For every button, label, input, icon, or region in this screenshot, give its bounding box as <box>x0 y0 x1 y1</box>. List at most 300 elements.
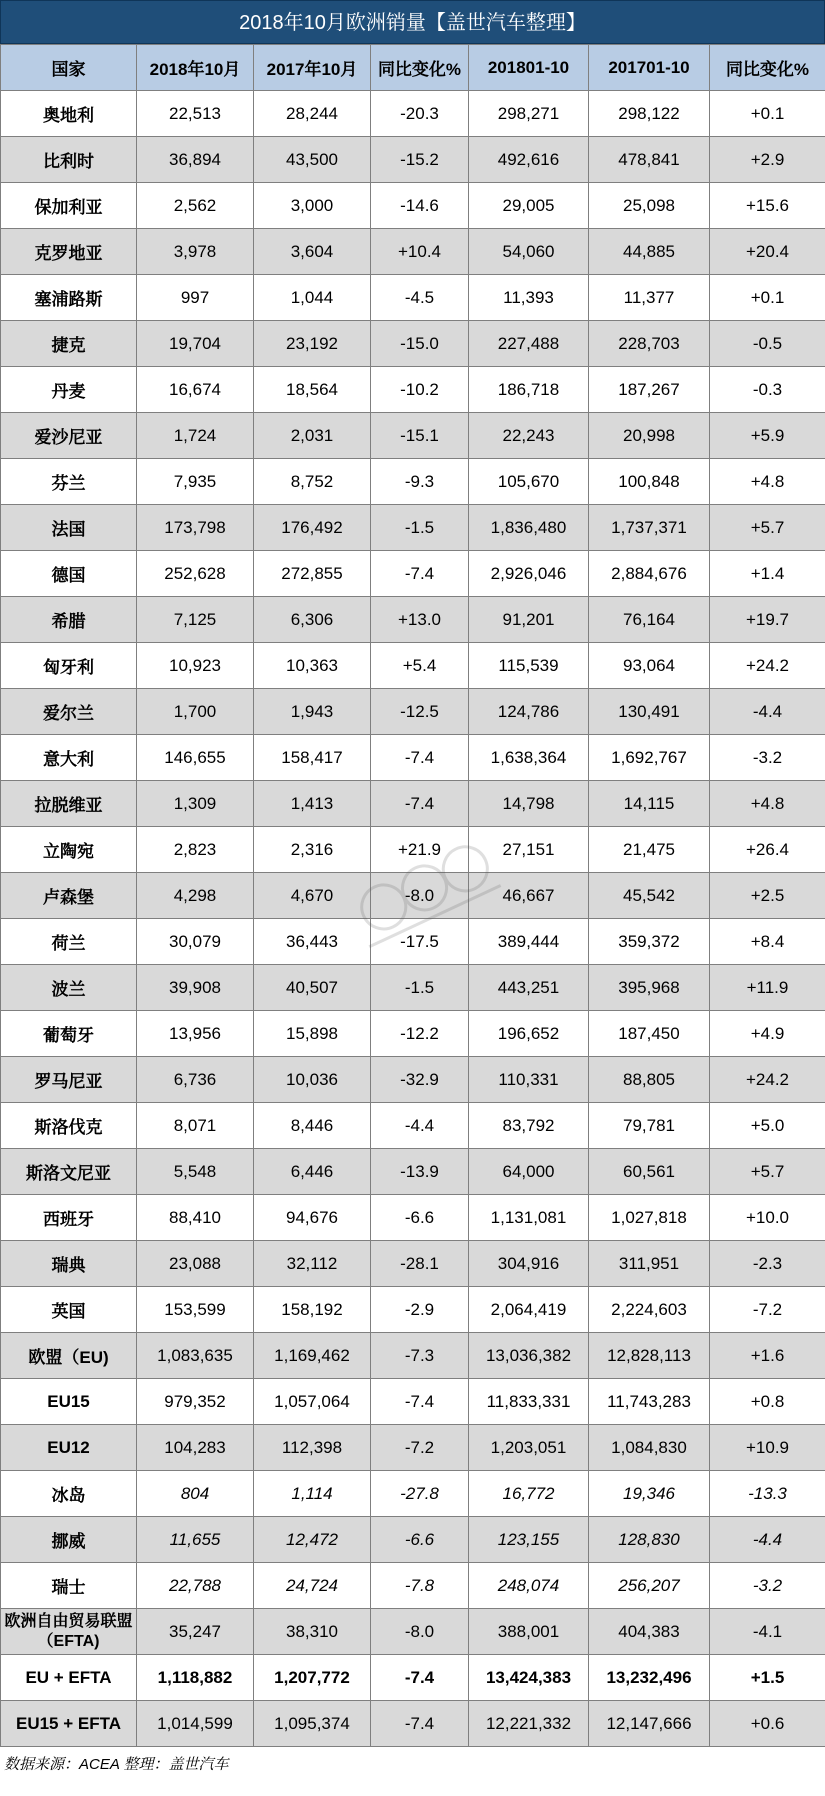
value-cell: 22,788 <box>137 1563 254 1609</box>
value-cell: 227,488 <box>469 321 589 367</box>
value-cell: +20.4 <box>710 229 825 275</box>
value-cell: 128,830 <box>589 1517 710 1563</box>
country-cell: 立陶宛 <box>1 827 137 873</box>
country-cell: 希腊 <box>1 597 137 643</box>
value-cell: 13,424,383 <box>469 1655 589 1701</box>
country-cell: 拉脱维亚 <box>1 781 137 827</box>
country-cell: 罗马尼亚 <box>1 1057 137 1103</box>
value-cell: +21.9 <box>371 827 469 873</box>
country-cell: 爱尔兰 <box>1 689 137 735</box>
table-row <box>1 275 825 321</box>
country-cell: EU15 + EFTA <box>1 1701 137 1747</box>
value-cell: 1,203,051 <box>469 1425 589 1471</box>
value-cell: 2,064,419 <box>469 1287 589 1333</box>
value-cell: 2,926,046 <box>469 551 589 597</box>
value-cell: +0.1 <box>710 275 825 321</box>
value-cell: 187,450 <box>589 1011 710 1057</box>
value-cell: 88,410 <box>137 1195 254 1241</box>
value-cell: -7.3 <box>371 1333 469 1379</box>
value-cell: +11.9 <box>710 965 825 1011</box>
value-cell: 13,232,496 <box>589 1655 710 1701</box>
value-cell: 1,027,818 <box>589 1195 710 1241</box>
value-cell: -4.4 <box>710 1517 825 1563</box>
value-cell: -32.9 <box>371 1057 469 1103</box>
value-cell: 24,724 <box>254 1563 371 1609</box>
value-cell: 186,718 <box>469 367 589 413</box>
country-cell: 波兰 <box>1 965 137 1011</box>
value-cell: 2,316 <box>254 827 371 873</box>
value-cell: 11,655 <box>137 1517 254 1563</box>
country-cell: EU15 <box>1 1379 137 1425</box>
value-cell: +19.7 <box>710 597 825 643</box>
header-row <box>1 45 825 91</box>
column-header: 2018年10月 <box>137 45 254 91</box>
value-cell: -0.3 <box>710 367 825 413</box>
value-cell: 104,283 <box>137 1425 254 1471</box>
value-cell: -7.4 <box>371 781 469 827</box>
country-cell: 瑞士 <box>1 1563 137 1609</box>
value-cell: 46,667 <box>469 873 589 919</box>
value-cell: 23,192 <box>254 321 371 367</box>
value-cell: -12.2 <box>371 1011 469 1057</box>
value-cell: 1,083,635 <box>137 1333 254 1379</box>
table-body <box>1 91 825 1747</box>
value-cell: -15.2 <box>371 137 469 183</box>
country-cell: 芬兰 <box>1 459 137 505</box>
table-row <box>1 965 825 1011</box>
value-cell: 43,500 <box>254 137 371 183</box>
value-cell: 1,737,371 <box>589 505 710 551</box>
value-cell: 105,670 <box>469 459 589 505</box>
value-cell: 32,112 <box>254 1241 371 1287</box>
value-cell: +5.7 <box>710 1149 825 1195</box>
value-cell: 8,446 <box>254 1103 371 1149</box>
value-cell: 2,031 <box>254 413 371 459</box>
table-row <box>1 1057 825 1103</box>
table-row <box>1 183 825 229</box>
table-row <box>1 1333 825 1379</box>
value-cell: 19,346 <box>589 1471 710 1517</box>
value-cell: 1,724 <box>137 413 254 459</box>
value-cell: -17.5 <box>371 919 469 965</box>
country-cell: 欧洲自由贸易联盟（EFTA) <box>1 1609 137 1655</box>
value-cell: 4,298 <box>137 873 254 919</box>
value-cell: 64,000 <box>469 1149 589 1195</box>
value-cell: -7.2 <box>710 1287 825 1333</box>
value-cell: 54,060 <box>469 229 589 275</box>
country-cell: 斯洛文尼亚 <box>1 1149 137 1195</box>
value-cell: 7,125 <box>137 597 254 643</box>
table-row <box>1 643 825 689</box>
country-cell: 克罗地亚 <box>1 229 137 275</box>
table-row <box>1 1011 825 1057</box>
value-cell: 27,151 <box>469 827 589 873</box>
value-cell: -9.3 <box>371 459 469 505</box>
value-cell: 6,446 <box>254 1149 371 1195</box>
value-cell: 12,472 <box>254 1517 371 1563</box>
value-cell: -1.5 <box>371 505 469 551</box>
column-header: 同比变化% <box>710 45 825 91</box>
value-cell: -13.9 <box>371 1149 469 1195</box>
value-cell: -15.1 <box>371 413 469 459</box>
value-cell: -27.8 <box>371 1471 469 1517</box>
value-cell: 404,383 <box>589 1609 710 1655</box>
value-cell: 1,084,830 <box>589 1425 710 1471</box>
value-cell: 2,823 <box>137 827 254 873</box>
value-cell: +4.9 <box>710 1011 825 1057</box>
value-cell: +13.0 <box>371 597 469 643</box>
value-cell: +24.2 <box>710 643 825 689</box>
value-cell: +26.4 <box>710 827 825 873</box>
value-cell: 7,935 <box>137 459 254 505</box>
value-cell: 1,095,374 <box>254 1701 371 1747</box>
value-cell: 1,044 <box>254 275 371 321</box>
table-row <box>1 137 825 183</box>
value-cell: 91,201 <box>469 597 589 643</box>
value-cell: 979,352 <box>137 1379 254 1425</box>
value-cell: 228,703 <box>589 321 710 367</box>
value-cell: 20,998 <box>589 413 710 459</box>
value-cell: 83,792 <box>469 1103 589 1149</box>
table-row <box>1 1425 825 1471</box>
value-cell: 1,118,882 <box>137 1655 254 1701</box>
value-cell: -6.6 <box>371 1517 469 1563</box>
value-cell: -7.4 <box>371 735 469 781</box>
value-cell: 12,147,666 <box>589 1701 710 1747</box>
value-cell: 187,267 <box>589 367 710 413</box>
value-cell: 1,943 <box>254 689 371 735</box>
value-cell: 16,772 <box>469 1471 589 1517</box>
value-cell: 1,057,064 <box>254 1379 371 1425</box>
value-cell: 23,088 <box>137 1241 254 1287</box>
table-row <box>1 551 825 597</box>
value-cell: 443,251 <box>469 965 589 1011</box>
country-cell: 英国 <box>1 1287 137 1333</box>
table-row <box>1 1195 825 1241</box>
table-row <box>1 827 825 873</box>
value-cell: -4.4 <box>371 1103 469 1149</box>
table-row <box>1 735 825 781</box>
table-row <box>1 1379 825 1425</box>
country-cell: 匈牙利 <box>1 643 137 689</box>
country-cell: 丹麦 <box>1 367 137 413</box>
table-row <box>1 1241 825 1287</box>
sales-table <box>0 44 825 1747</box>
value-cell: 997 <box>137 275 254 321</box>
value-cell: 36,443 <box>254 919 371 965</box>
table-row <box>1 1701 825 1747</box>
country-cell: EU12 <box>1 1425 137 1471</box>
value-cell: 19,704 <box>137 321 254 367</box>
value-cell: 2,884,676 <box>589 551 710 597</box>
value-cell: 304,916 <box>469 1241 589 1287</box>
table-row <box>1 367 825 413</box>
value-cell: 146,655 <box>137 735 254 781</box>
value-cell: 256,207 <box>589 1563 710 1609</box>
value-cell: -7.4 <box>371 551 469 597</box>
value-cell: +2.5 <box>710 873 825 919</box>
value-cell: 28,244 <box>254 91 371 137</box>
value-cell: +15.6 <box>710 183 825 229</box>
value-cell: -15.0 <box>371 321 469 367</box>
value-cell: 12,221,332 <box>469 1701 589 1747</box>
value-cell: 389,444 <box>469 919 589 965</box>
value-cell: 1,638,364 <box>469 735 589 781</box>
value-cell: -3.2 <box>710 735 825 781</box>
value-cell: 11,743,283 <box>589 1379 710 1425</box>
value-cell: -12.5 <box>371 689 469 735</box>
country-cell: 西班牙 <box>1 1195 137 1241</box>
country-cell: 比利时 <box>1 137 137 183</box>
value-cell: 22,243 <box>469 413 589 459</box>
table-row <box>1 689 825 735</box>
table-row <box>1 1103 825 1149</box>
country-cell: 冰岛 <box>1 1471 137 1517</box>
value-cell: +1.6 <box>710 1333 825 1379</box>
country-cell: 挪威 <box>1 1517 137 1563</box>
value-cell: 100,848 <box>589 459 710 505</box>
value-cell: -4.5 <box>371 275 469 321</box>
value-cell: 13,956 <box>137 1011 254 1057</box>
table-row <box>1 459 825 505</box>
value-cell: 1,131,081 <box>469 1195 589 1241</box>
value-cell: -28.1 <box>371 1241 469 1287</box>
column-header: 2017年10月 <box>254 45 371 91</box>
value-cell: +5.7 <box>710 505 825 551</box>
value-cell: 60,561 <box>589 1149 710 1195</box>
value-cell: 158,417 <box>254 735 371 781</box>
value-cell: -2.9 <box>371 1287 469 1333</box>
value-cell: 248,074 <box>469 1563 589 1609</box>
value-cell: 388,001 <box>469 1609 589 1655</box>
value-cell: 1,692,767 <box>589 735 710 781</box>
value-cell: 311,951 <box>589 1241 710 1287</box>
value-cell: 30,079 <box>137 919 254 965</box>
value-cell: 10,363 <box>254 643 371 689</box>
value-cell: 252,628 <box>137 551 254 597</box>
table-row <box>1 1517 825 1563</box>
value-cell: 45,542 <box>589 873 710 919</box>
value-cell: -13.3 <box>710 1471 825 1517</box>
value-cell: 492,616 <box>469 137 589 183</box>
value-cell: +8.4 <box>710 919 825 965</box>
value-cell: 13,036,382 <box>469 1333 589 1379</box>
value-cell: -6.6 <box>371 1195 469 1241</box>
value-cell: 94,676 <box>254 1195 371 1241</box>
value-cell: -0.5 <box>710 321 825 367</box>
value-cell: 196,652 <box>469 1011 589 1057</box>
value-cell: 298,122 <box>589 91 710 137</box>
value-cell: -3.2 <box>710 1563 825 1609</box>
country-cell: 瑞典 <box>1 1241 137 1287</box>
value-cell: +10.0 <box>710 1195 825 1241</box>
value-cell: -4.4 <box>710 689 825 735</box>
value-cell: 3,000 <box>254 183 371 229</box>
value-cell: 40,507 <box>254 965 371 1011</box>
value-cell: 79,781 <box>589 1103 710 1149</box>
value-cell: +4.8 <box>710 781 825 827</box>
value-cell: 11,833,331 <box>469 1379 589 1425</box>
value-cell: 14,115 <box>589 781 710 827</box>
country-cell: 塞浦路斯 <box>1 275 137 321</box>
value-cell: 36,894 <box>137 137 254 183</box>
table-row <box>1 1655 825 1701</box>
value-cell: 35,247 <box>137 1609 254 1655</box>
table-row <box>1 781 825 827</box>
value-cell: 29,005 <box>469 183 589 229</box>
value-cell: -10.2 <box>371 367 469 413</box>
column-header: 201701-10 <box>589 45 710 91</box>
table-row <box>1 413 825 459</box>
table-row <box>1 597 825 643</box>
column-header: 201801-10 <box>469 45 589 91</box>
country-cell: 爱沙尼亚 <box>1 413 137 459</box>
value-cell: 10,923 <box>137 643 254 689</box>
value-cell: 1,309 <box>137 781 254 827</box>
value-cell: +0.1 <box>710 91 825 137</box>
table-row <box>1 91 825 137</box>
value-cell: 395,968 <box>589 965 710 1011</box>
value-cell: 1,114 <box>254 1471 371 1517</box>
value-cell: -1.5 <box>371 965 469 1011</box>
country-cell: 捷克 <box>1 321 137 367</box>
value-cell: +24.2 <box>710 1057 825 1103</box>
country-cell: EU + EFTA <box>1 1655 137 1701</box>
value-cell: 1,413 <box>254 781 371 827</box>
value-cell: 1,700 <box>137 689 254 735</box>
value-cell: 11,393 <box>469 275 589 321</box>
value-cell: 272,855 <box>254 551 371 597</box>
value-cell: -20.3 <box>371 91 469 137</box>
value-cell: 21,475 <box>589 827 710 873</box>
value-cell: +5.9 <box>710 413 825 459</box>
value-cell: 15,898 <box>254 1011 371 1057</box>
table-row <box>1 919 825 965</box>
table-row <box>1 1471 825 1517</box>
value-cell: 11,377 <box>589 275 710 321</box>
country-cell: 欧盟（EU) <box>1 1333 137 1379</box>
value-cell: 1,836,480 <box>469 505 589 551</box>
value-cell: 112,398 <box>254 1425 371 1471</box>
value-cell: 6,306 <box>254 597 371 643</box>
value-cell: 88,805 <box>589 1057 710 1103</box>
value-cell: 298,271 <box>469 91 589 137</box>
table-title: 2018年10月欧洲销量【盖世汽车整理】 <box>0 0 825 44</box>
value-cell: +1.5 <box>710 1655 825 1701</box>
value-cell: -7.4 <box>371 1701 469 1747</box>
value-cell: +2.9 <box>710 137 825 183</box>
value-cell: 176,492 <box>254 505 371 551</box>
value-cell: 804 <box>137 1471 254 1517</box>
value-cell: 1,014,599 <box>137 1701 254 1747</box>
column-header: 国家 <box>1 45 137 91</box>
value-cell: 1,169,462 <box>254 1333 371 1379</box>
value-cell: -7.2 <box>371 1425 469 1471</box>
value-cell: +5.4 <box>371 643 469 689</box>
value-cell: 8,752 <box>254 459 371 505</box>
table-row <box>1 1287 825 1333</box>
country-cell: 德国 <box>1 551 137 597</box>
value-cell: +10.9 <box>710 1425 825 1471</box>
value-cell: -8.0 <box>371 1609 469 1655</box>
value-cell: 12,828,113 <box>589 1333 710 1379</box>
value-cell: 10,036 <box>254 1057 371 1103</box>
table-row <box>1 1563 825 1609</box>
value-cell: -7.8 <box>371 1563 469 1609</box>
value-cell: 110,331 <box>469 1057 589 1103</box>
value-cell: +5.0 <box>710 1103 825 1149</box>
value-cell: 6,736 <box>137 1057 254 1103</box>
value-cell: 124,786 <box>469 689 589 735</box>
value-cell: -2.3 <box>710 1241 825 1287</box>
value-cell: 123,155 <box>469 1517 589 1563</box>
value-cell: 44,885 <box>589 229 710 275</box>
value-cell: 2,224,603 <box>589 1287 710 1333</box>
value-cell: 4,670 <box>254 873 371 919</box>
value-cell: 158,192 <box>254 1287 371 1333</box>
value-cell: +0.8 <box>710 1379 825 1425</box>
table-row <box>1 1609 825 1655</box>
value-cell: 115,539 <box>469 643 589 689</box>
value-cell: 76,164 <box>589 597 710 643</box>
value-cell: 18,564 <box>254 367 371 413</box>
value-cell: -7.4 <box>371 1655 469 1701</box>
country-cell: 意大利 <box>1 735 137 781</box>
source-note: 数据来源：ACEA 整理：盖世汽车 <box>4 1756 229 1773</box>
value-cell: 38,310 <box>254 1609 371 1655</box>
country-cell: 卢森堡 <box>1 873 137 919</box>
value-cell: 25,098 <box>589 183 710 229</box>
value-cell: +10.4 <box>371 229 469 275</box>
table-row <box>1 505 825 551</box>
value-cell: 173,798 <box>137 505 254 551</box>
value-cell: +0.6 <box>710 1701 825 1747</box>
column-header: 同比变化% <box>371 45 469 91</box>
value-cell: 3,604 <box>254 229 371 275</box>
country-cell: 法国 <box>1 505 137 551</box>
value-cell: -14.6 <box>371 183 469 229</box>
value-cell: -8.0 <box>371 873 469 919</box>
value-cell: -7.4 <box>371 1379 469 1425</box>
value-cell: 39,908 <box>137 965 254 1011</box>
value-cell: 93,064 <box>589 643 710 689</box>
country-cell: 荷兰 <box>1 919 137 965</box>
table-row <box>1 1149 825 1195</box>
value-cell: 8,071 <box>137 1103 254 1149</box>
value-cell: 5,548 <box>137 1149 254 1195</box>
country-cell: 斯洛伐克 <box>1 1103 137 1149</box>
table-row <box>1 229 825 275</box>
value-cell: +4.8 <box>710 459 825 505</box>
value-cell: 359,372 <box>589 919 710 965</box>
value-cell: -4.1 <box>710 1609 825 1655</box>
table-row <box>1 321 825 367</box>
value-cell: 130,491 <box>589 689 710 735</box>
table-row <box>1 873 825 919</box>
value-cell: 16,674 <box>137 367 254 413</box>
country-cell: 奥地利 <box>1 91 137 137</box>
value-cell: 22,513 <box>137 91 254 137</box>
value-cell: 478,841 <box>589 137 710 183</box>
value-cell: +1.4 <box>710 551 825 597</box>
value-cell: 3,978 <box>137 229 254 275</box>
value-cell: 1,207,772 <box>254 1655 371 1701</box>
country-cell: 保加利亚 <box>1 183 137 229</box>
country-cell: 葡萄牙 <box>1 1011 137 1057</box>
value-cell: 153,599 <box>137 1287 254 1333</box>
value-cell: 14,798 <box>469 781 589 827</box>
value-cell: 2,562 <box>137 183 254 229</box>
